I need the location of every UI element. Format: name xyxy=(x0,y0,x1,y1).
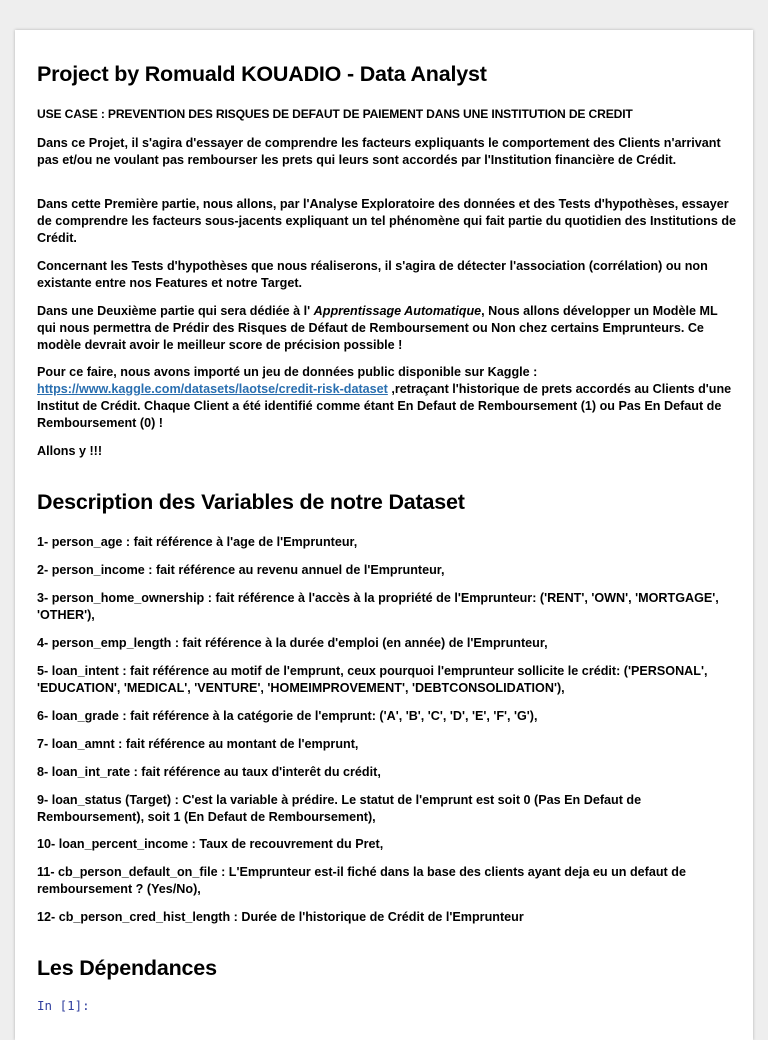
use-case-heading: USE CASE : PREVENTION DES RISQUES DE DEFAUT DE PAIEMENT DANS UNE INSTITUTION DE CREDIT xyxy=(37,107,633,121)
page-title: Project by Romuald KOUADIO - Data Analyst xyxy=(37,62,487,86)
dependencies-heading: Les Dépendances xyxy=(37,956,217,980)
variable-item: 4- person_emp_length : fait référence à la durée d'emploi (en année) de l'Emprunteur, xyxy=(37,636,548,650)
data-text-connector: ou xyxy=(596,399,619,413)
variable-item: 1- person_age : fait référence à l'age de l'Emprunteur, xyxy=(37,535,358,549)
variable-item: 12- cb_person_cred_hist_length : Durée de l'historique de Crédit de l'Emprunteur xyxy=(37,910,524,924)
variable-item: 6- loan_grade : fait référence à la catégorie de l'emprunt: ('A', 'B', 'C', 'D', 'E', 'F', 'G'), xyxy=(37,709,538,723)
ml-emphasis: Apprentissage Automatique xyxy=(313,304,482,318)
variable-item: 10- loan_percent_income : Taux de recouvrement du Pret, xyxy=(37,837,384,851)
notebook-page xyxy=(15,30,753,1040)
intro-paragraph-2: Dans cette Première partie, nous allons, par l'Analyse Exploratoire des données et des Tests d'hypothèses, essayer de comprendre les facteurs sous-jacents expliquant un tel phénomène qui fait partie du quotidien des Institutions de Crédit. xyxy=(37,197,737,245)
variable-item: 11- cb_person_default_on_file : L'Emprunteur est-il fiché dans la base des clients ayant deja eu un defaut de remboursement ? (Yes/No), xyxy=(37,865,686,896)
variable-item: 9- loan_status (Target) : C'est la variable à prédire. Le statut de l'emprunt est soit 0 (Pas En Defaut de Remboursement), soit 1 (En Defaut de Remboursement), xyxy=(37,793,642,824)
data-text-before: Pour ce faire, nous avons importé un jeu de données public disponible sur Kaggle : xyxy=(37,365,538,379)
ml-text-before: Dans une Deuxième partie qui sera dédiée à l' xyxy=(37,304,314,318)
variables-heading: Description des Variables de notre Dataset xyxy=(37,490,465,514)
default-label-1: En Defaut de Remboursement (1) xyxy=(397,399,597,413)
variable-item: 5- loan_intent : fait référence au motif de l'emprunt, ceux pourquoi l'emprunteur sollicite le crédit: ('PERSONAL', 'EDUCATION', 'MEDICAL', 'VENTURE', 'HOMEIMPROVEMENT', 'DEBTCONSOLIDATION'), xyxy=(37,664,708,695)
intro-paragraph-3: Concernant les Tests d'hypothèses que nous réaliserons, il s'agira de détecter l'association (corrélation) ou non existante entre nos Features et notre Target. xyxy=(37,259,708,290)
intro-paragraph-1: Dans ce Projet, il s'agira d'essayer de comprendre les facteurs expliquants le comportement des Clients n'arrivant pas et/ou ne voulant pas rembourser les prets qui leurs sont accordés par l'Institution financière de Crédit. xyxy=(37,136,721,167)
variable-item: 8- loan_int_rate : fait référence au taux d'interêt du crédit, xyxy=(37,765,381,779)
data-paragraph xyxy=(37,364,737,432)
variable-item: 7- loan_amnt : fait référence au montant de l'emprunt, xyxy=(37,737,359,751)
data-text-middle: ,retraçant l'historique de prets accordés au Clients d'une Institut de Crédit. Chaque Client a été identifié comme étant xyxy=(37,382,732,413)
variable-item: 2- person_income : fait référence au revenu annuel de l'Emprunteur, xyxy=(37,563,445,577)
data-text-end: ! xyxy=(155,416,163,430)
kaggle-dataset-link[interactable]: https://www.kaggle.com/datasets/laotse/credit-risk-dataset xyxy=(37,382,388,396)
default-label-0: Pas En Defaut de Remboursement (0) xyxy=(37,399,722,430)
ml-text-after: , Nous allons développer un Modèle ML qui nous permettra de Prédir des Risques de Défaut de Remboursement ou Non chez certains Emprunteurs. Ce modèle devrait avoir le meilleur score de précision possible ! xyxy=(37,304,718,352)
variable-item: 3- person_home_ownership : fait référence à l'accès à la propriété de l'Emprunteur: ('RENT', 'OWN', 'MORTGAGE', 'OTHER'), xyxy=(37,591,719,622)
ml-paragraph xyxy=(37,303,737,354)
code-cell-prompt: In [1]: xyxy=(37,998,90,1013)
closing-text: Allons y !!! xyxy=(37,444,103,458)
